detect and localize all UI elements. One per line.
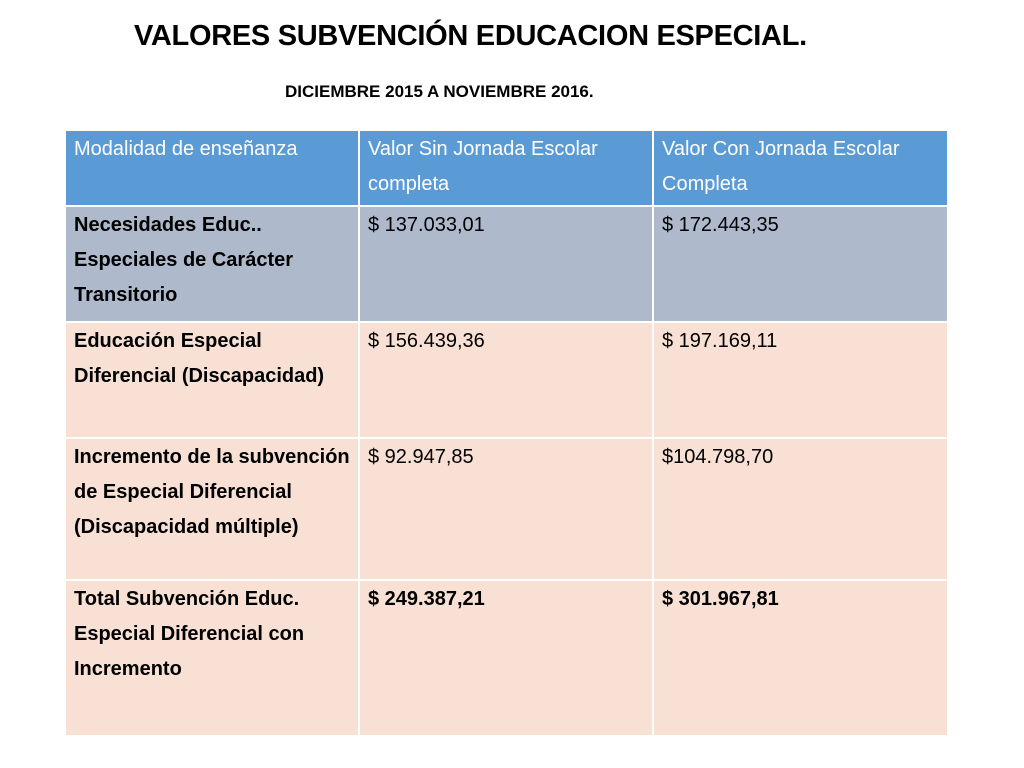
value-con-jornada: $ 197.169,11	[653, 322, 948, 438]
total-sin-jornada: $ 249.387,21	[359, 580, 653, 736]
row-label: Incremento de la subvención de Especial Diferencial (Discapacidad múltiple)	[65, 438, 359, 580]
row-label: Total Subvención Educ. Especial Diferencial con Incremento	[65, 580, 359, 736]
table-header-row	[65, 130, 948, 206]
header-con-jornada: Valor Con Jornada Escolar Completa	[653, 130, 948, 206]
table-row-total	[65, 580, 948, 736]
table-row	[65, 322, 948, 438]
value-con-jornada: $ 172.443,35	[653, 206, 948, 322]
value-sin-jornada: $ 92.947,85	[359, 438, 653, 580]
row-label: Necesidades Educ.. Especiales de Carácter Transitorio	[65, 206, 359, 322]
row-label: Educación Especial Diferencial (Discapacidad)	[65, 322, 359, 438]
value-sin-jornada: $ 137.033,01	[359, 206, 653, 322]
total-con-jornada: $ 301.967,81	[653, 580, 948, 736]
header-sin-jornada: Valor Sin Jornada Escolar completa	[359, 130, 653, 206]
subsidy-values-table	[64, 129, 949, 737]
value-sin-jornada: $ 156.439,36	[359, 322, 653, 438]
document-subtitle: DICIEMBRE 2015 A NOVIEMBRE 2016.	[285, 82, 594, 101]
table-row	[65, 206, 948, 322]
value-con-jornada: $104.798,70	[653, 438, 948, 580]
table-row	[65, 438, 948, 580]
document-title: VALORES SUBVENCIÓN EDUCACION ESPECIAL.	[134, 20, 807, 52]
header-modalidad: Modalidad de enseñanza	[65, 130, 359, 206]
